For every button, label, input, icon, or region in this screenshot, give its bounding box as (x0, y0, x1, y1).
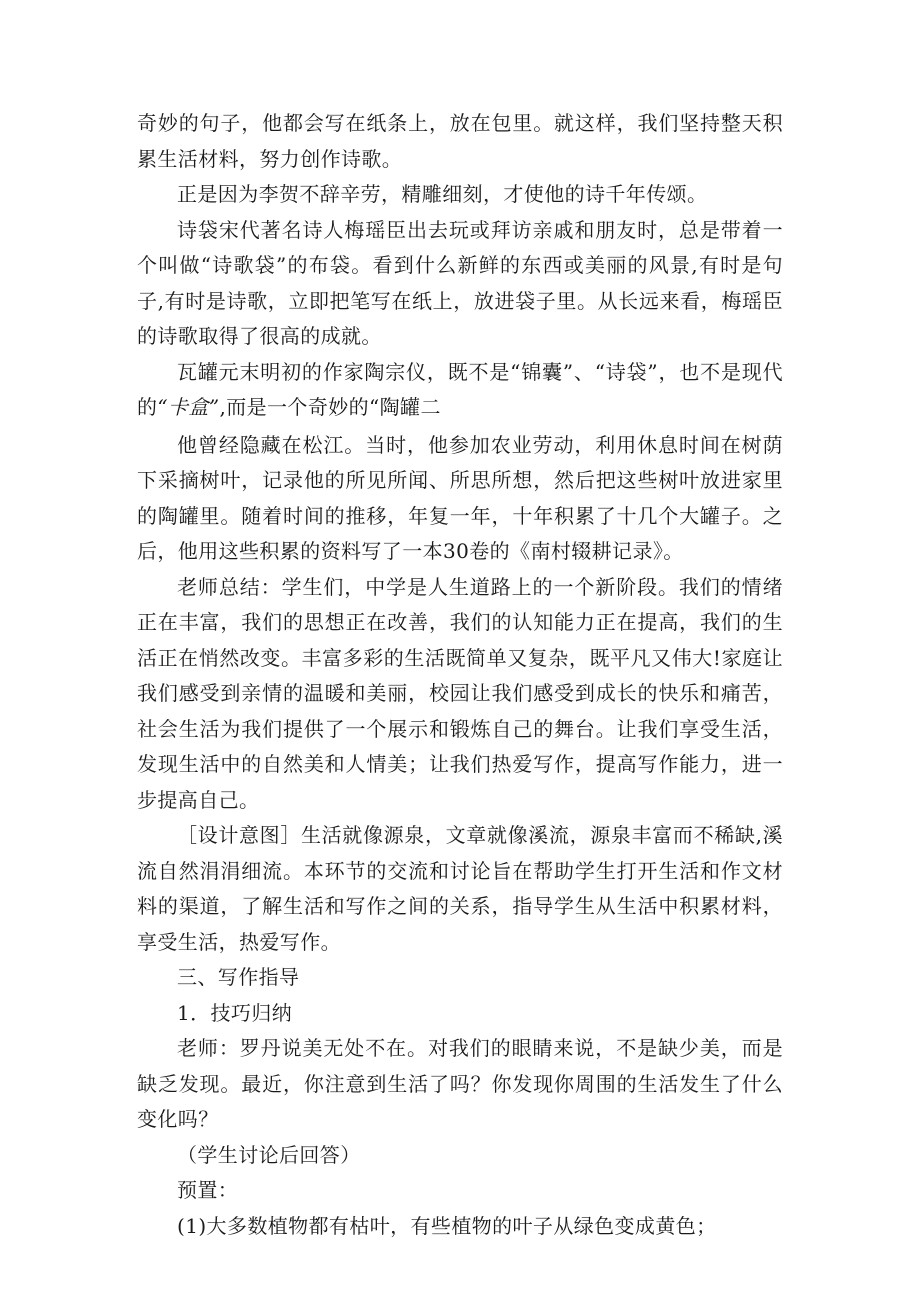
paragraph-5: 他曾经隐藏在松江。当时，他参加农业劳动，利用休息时间在树荫下采摘树叶，记录他的所见所闻、所思所想，然后把这些树叶放进家里的陶罐里。随着时间的推移，年复一年，十年积累了十几个大罐子。之后，他用这些积累的资料写了一本30卷的《南村辍耕记录》。 (137, 432, 783, 563)
paragraph-teacher-rodin: 老师：罗丹说美无处不在。对我们的眼睛来说，不是缺少美，而是缺乏发现。最近，你注意到生活了吗？你发现你周围的生活发生了什么变化吗？ (137, 1036, 783, 1131)
paragraph-3: 诗袋宋代著名诗人梅瑶臣出去玩或拜访亲戚和朋友时，总是带着一个叫做“诗歌袋”的布袋。看到什么新鲜的东西或美丽的风景,有时是句子,有时是诗歌，立即把笔写在纸上，放进袋子里。从长远来看，梅瑶臣的诗歌取得了很高的成就。 (137, 217, 783, 348)
paragraph-4-text-before: 瓦罐元末明初的作家陶宗仪，既不是“锦囊”、“诗袋”，也不是现代的 (137, 359, 783, 419)
document-body (137, 106, 783, 1244)
subheading-skill-summary: 1．技巧归纳 (177, 1000, 293, 1025)
section-heading-writing-guidance: 三、写作指导 (177, 965, 300, 989)
paragraph-4-text-after: ,而是一个奇妙的“陶罐二 (219, 395, 441, 419)
paragraph-list-item-1: (1)大多数植物都有枯叶，有些植物的叶子从绿色变成黄色； (177, 1213, 717, 1238)
paragraph-student-answer: （学生讨论后回答） (177, 1142, 361, 1167)
paragraph-7: ［设计意图］生活就像源泉，文章就像溪流，源泉丰富而不稀缺,溪流自然涓涓细流。本环节的交流和讨论旨在帮助学生打开生活和作文材料的渠道，了解生活和写作之间的关系，指导学生从生活中积累材料，享受生活，热爱写作。 (137, 823, 783, 954)
paragraph-4 (137, 355, 783, 426)
paragraph-6: 老师总结：学生们，中学是人生道路上的一个新阶段。我们的情绪正在丰富，我们的思想正在改善，我们的认知能力正在提高，我们的生活正在悄然改变。丰富多彩的生活既简单又复杂，既平凡又伟大!家庭让我们感受到亲情的温暖和美丽，校园让我们感受到成长的快乐和痛苦，社会生活为我们提供了一个展示和锻炼自己的舞台。让我们享受生活，发现生活中的自然美和人情美；让我们热爱写作，提高写作能力，进一步提高自己。 (137, 574, 783, 812)
paragraph-4-italic-text: “卡盒” (157, 395, 220, 419)
paragraph-preset: 预置： (177, 1178, 239, 1202)
paragraph-1: 奇妙的句子，他都会写在纸条上，放在包里。就这样，我们坚持整天积累生活材料，努力创作诗歌。 (137, 111, 783, 171)
paragraph-2: 正是因为李贺不辞辛劳，精雕细刻，才使他的诗千年传颂。 (177, 182, 708, 206)
